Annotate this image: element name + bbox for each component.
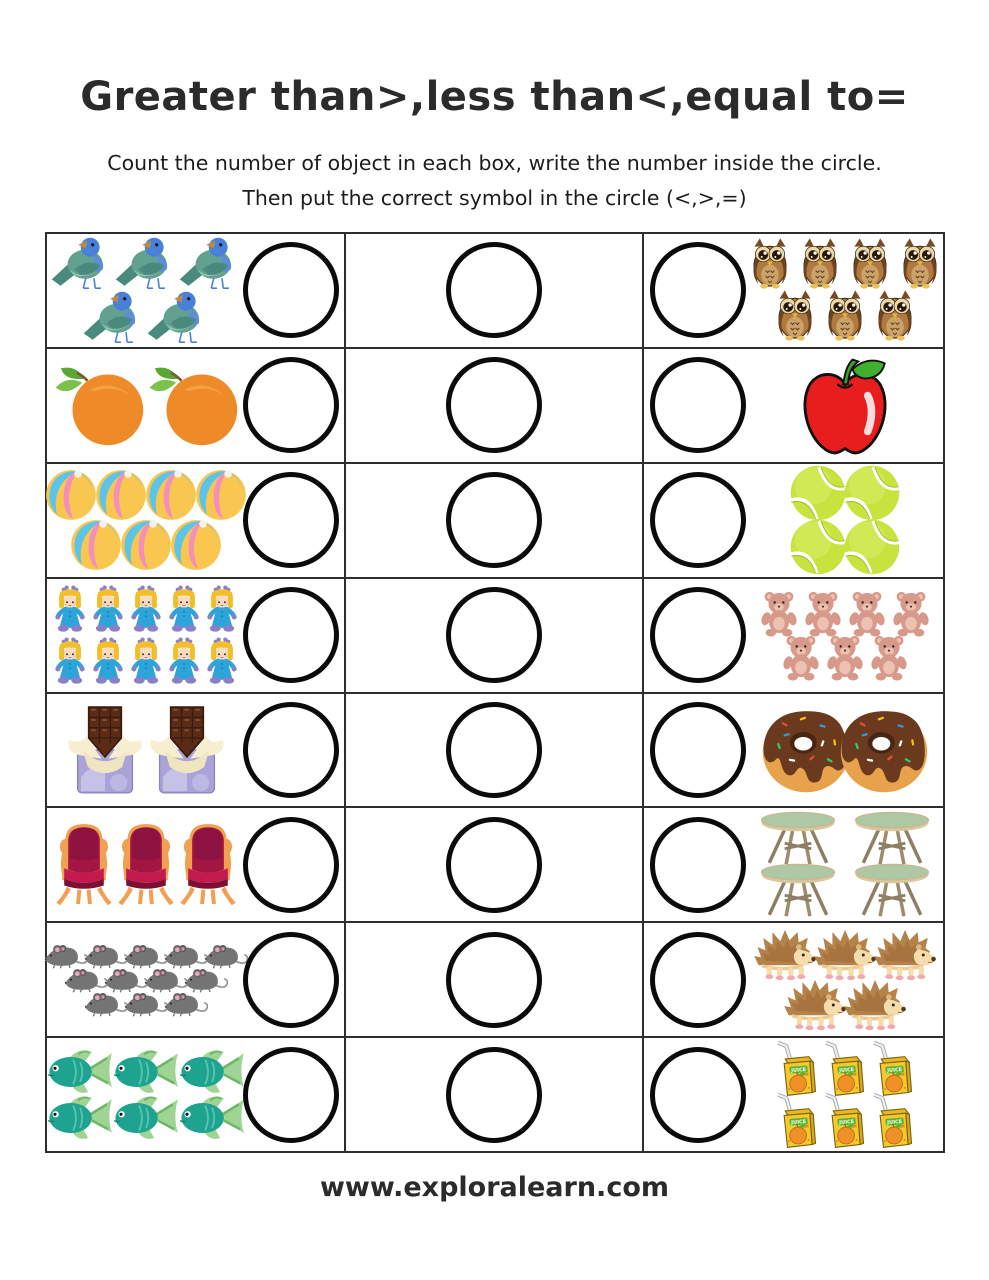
bird-icon: [80, 288, 148, 346]
beach-ball-icon: [194, 468, 248, 522]
orange-icon: [50, 363, 148, 447]
left-objects-cell: [47, 464, 346, 577]
left-object-group: [47, 363, 243, 447]
armchair-icon: [51, 812, 117, 918]
object-line: [751, 811, 939, 867]
answer-circle[interactable]: [243, 702, 339, 798]
answer-circle[interactable]: [446, 932, 542, 1028]
bird-icon: [112, 234, 180, 292]
answer-circle[interactable]: [650, 817, 746, 913]
owl-icon: [793, 236, 847, 292]
answer-circle[interactable]: [243, 357, 339, 453]
object-line: [773, 1093, 917, 1149]
left-objects-cell: [47, 694, 346, 807]
beach-ball-icon: [119, 518, 173, 572]
worksheet-table: [45, 232, 945, 1153]
owl-icon: [743, 236, 797, 292]
right-object-group: [746, 464, 943, 576]
armchair-icon: [175, 812, 241, 918]
teddy-bear-icon: [777, 633, 825, 681]
left-object-group: [47, 812, 243, 918]
middle-symbol-cell: [346, 349, 645, 462]
left-objects-cell: [47, 923, 346, 1036]
teddy-bear-icon: [887, 589, 935, 637]
fish-icon: [177, 1047, 247, 1097]
fish-icon: [177, 1093, 247, 1143]
object-line: [51, 633, 241, 689]
right-objects-cell: [644, 808, 943, 921]
owl-icon: [868, 288, 922, 344]
answer-circle[interactable]: [243, 242, 339, 338]
page-title: Greater than>,less than<,equal to=: [80, 74, 909, 120]
object-line: [755, 928, 935, 982]
object-line: [796, 352, 894, 458]
answer-circle[interactable]: [446, 357, 542, 453]
answer-circle[interactable]: [243, 472, 339, 568]
object-line: [770, 288, 920, 344]
middle-symbol-cell: [346, 464, 645, 577]
apple-icon: [794, 352, 896, 458]
hedgehog-icon: [873, 928, 937, 982]
hedgehog-icon: [753, 928, 817, 982]
beach-ball-icon: [169, 518, 223, 572]
object-line: [791, 464, 899, 522]
worksheet-row: [47, 806, 943, 921]
answer-circle[interactable]: [243, 1047, 339, 1143]
chocolate-bar-icon: [144, 702, 230, 798]
right-objects-cell: [644, 349, 943, 462]
bird-icon: [176, 234, 244, 292]
object-line: [745, 236, 945, 292]
bird-icon: [144, 288, 212, 346]
doll-icon: [87, 633, 129, 689]
left-object-group: [47, 234, 243, 346]
worksheet-row: [47, 692, 943, 807]
table-icon: [843, 811, 941, 867]
teddy-bear-icon: [843, 589, 891, 637]
answer-circle[interactable]: [650, 357, 746, 453]
orange-icon: [144, 363, 242, 447]
middle-symbol-cell: [346, 694, 645, 807]
object-line: [757, 589, 933, 637]
answer-circle[interactable]: [243, 817, 339, 913]
worksheet-row: [47, 1036, 943, 1151]
tennis-ball-icon: [789, 518, 847, 576]
fish-icon: [45, 1047, 115, 1097]
doll-icon: [163, 633, 205, 689]
table-icon: [843, 863, 941, 919]
teddy-bear-icon: [799, 589, 847, 637]
object-line: [50, 234, 242, 292]
answer-circle[interactable]: [243, 932, 339, 1028]
right-object-group: [746, 236, 943, 344]
teddy-bear-icon: [821, 633, 869, 681]
object-line: [785, 978, 905, 1032]
armchair-icon: [113, 812, 179, 918]
object-line: [46, 468, 246, 522]
right-objects-cell: [644, 694, 943, 807]
object-line: [779, 633, 911, 681]
answer-circle[interactable]: [446, 702, 542, 798]
donut-icon: [834, 705, 934, 795]
answer-circle[interactable]: [446, 242, 542, 338]
fish-icon: [111, 1047, 181, 1097]
middle-symbol-cell: [346, 808, 645, 921]
mouse-icon: [84, 990, 128, 1018]
juice-box-icon: [819, 1093, 871, 1149]
object-line: [52, 363, 240, 447]
left-objects-cell: [47, 349, 346, 462]
object-line: [71, 518, 221, 572]
doll-icon: [125, 581, 167, 637]
answer-circle[interactable]: [446, 1047, 542, 1143]
worksheet-row: [47, 347, 943, 462]
juice-box-icon: [819, 1041, 871, 1097]
answer-circle[interactable]: [446, 472, 542, 568]
middle-symbol-cell: [346, 234, 645, 347]
doll-icon: [49, 581, 91, 637]
owl-icon: [893, 236, 947, 292]
answer-circle[interactable]: [650, 242, 746, 338]
doll-icon: [163, 581, 205, 637]
left-objects-cell: [47, 579, 346, 692]
juice-box-icon: [867, 1041, 919, 1097]
right-objects-cell: [644, 464, 943, 577]
right-objects-cell: [644, 1038, 943, 1151]
right-object-group: [746, 1041, 943, 1149]
left-object-group: [47, 942, 243, 1018]
answer-circle[interactable]: [650, 1047, 746, 1143]
instructions: [0, 146, 989, 216]
right-object-group: [746, 705, 943, 795]
hedgehog-icon: [783, 978, 847, 1032]
juice-box-icon: [771, 1093, 823, 1149]
beach-ball-icon: [44, 468, 98, 522]
owl-icon: [843, 236, 897, 292]
left-objects-cell: [47, 808, 346, 921]
tennis-ball-icon: [789, 464, 847, 522]
right-objects-cell: [644, 234, 943, 347]
instructions-line-2: Then put the correct symbol in the circle (<,>,=): [242, 186, 747, 210]
right-objects-cell: [644, 923, 943, 1036]
tennis-ball-icon: [843, 518, 901, 576]
doll-icon: [201, 633, 243, 689]
teddy-bear-icon: [755, 589, 803, 637]
middle-symbol-cell: [346, 1038, 645, 1151]
chocolate-bar-icon: [62, 702, 148, 798]
object-line: [64, 702, 228, 798]
answer-circle[interactable]: [650, 587, 746, 683]
middle-symbol-cell: [346, 579, 645, 692]
answer-circle[interactable]: [243, 587, 339, 683]
right-object-group: [746, 589, 943, 681]
object-line: [47, 1047, 245, 1097]
worksheet-row: [47, 577, 943, 692]
owl-icon: [818, 288, 872, 344]
left-object-group: [47, 702, 243, 798]
answer-circle[interactable]: [650, 472, 746, 568]
doll-icon: [87, 581, 129, 637]
bird-icon: [48, 234, 116, 292]
instructions-line-1: Count the number of object in each box, write the number inside the circle.: [107, 151, 882, 175]
left-object-group: [47, 468, 243, 572]
answer-circle[interactable]: [446, 587, 542, 683]
object-line: [51, 581, 241, 637]
answer-circle[interactable]: [650, 932, 746, 1028]
right-object-group: [746, 928, 943, 1032]
table-icon: [749, 863, 847, 919]
object-line: [751, 863, 939, 919]
object-line: [758, 705, 932, 795]
object-line: [86, 990, 206, 1018]
footer-url: www.exploralearn.com: [319, 1172, 670, 1203]
juice-box-icon: [771, 1041, 823, 1097]
hedgehog-icon: [813, 928, 877, 982]
teddy-bear-icon: [865, 633, 913, 681]
left-object-group: [47, 1047, 243, 1143]
table-icon: [749, 811, 847, 867]
mouse-icon: [124, 990, 168, 1018]
object-line: [791, 518, 899, 576]
mouse-icon: [164, 990, 208, 1018]
middle-symbol-cell: [346, 923, 645, 1036]
worksheet-row: [47, 462, 943, 577]
left-object-group: [47, 581, 243, 689]
answer-circle[interactable]: [650, 702, 746, 798]
beach-ball-icon: [94, 468, 148, 522]
object-line: [53, 812, 239, 918]
worksheet-row: [47, 921, 943, 1036]
hedgehog-icon: [843, 978, 907, 1032]
beach-ball-icon: [69, 518, 123, 572]
worksheet-row: [47, 234, 943, 347]
doll-icon: [49, 633, 91, 689]
object-line: [47, 1093, 245, 1143]
left-objects-cell: [47, 234, 346, 347]
beach-ball-icon: [144, 468, 198, 522]
owl-icon: [768, 288, 822, 344]
doll-icon: [201, 581, 243, 637]
right-objects-cell: [644, 579, 943, 692]
fish-icon: [45, 1093, 115, 1143]
right-object-group: [746, 811, 943, 919]
tennis-ball-icon: [843, 464, 901, 522]
right-object-group: [746, 352, 943, 458]
juice-box-icon: [867, 1093, 919, 1149]
object-line: [773, 1041, 917, 1097]
fish-icon: [111, 1093, 181, 1143]
object-line: [82, 288, 210, 346]
doll-icon: [125, 633, 167, 689]
left-objects-cell: [47, 1038, 346, 1151]
answer-circle[interactable]: [446, 817, 542, 913]
